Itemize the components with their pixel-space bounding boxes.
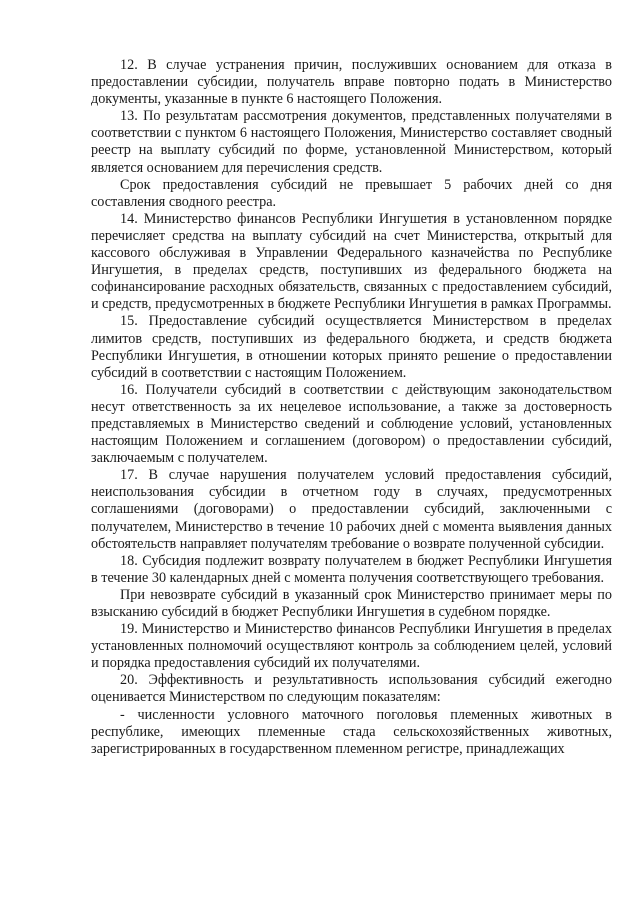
paragraph-13-deadline: Срок предоставления субсидий не превышает 5 рабочих дней со дня составления сводного реестра. <box>91 176 612 210</box>
paragraph-20: 20. Эффективность и результативность использования субсидий ежегодно оценивается Министерством по следующим показателям: <box>91 672 612 706</box>
paragraph-13: 13. По результатам рассмотрения документов, представленных получателями в соответствии с пунктом 6 настоящего Положения, Министерство составляет сводный реестр на выплату субсидий по форме, установленной Министерством, который является основанием для перечисления средств. <box>91 108 612 176</box>
paragraph-14: 14. Министерство финансов Республики Ингушетия в установленном порядке перечисляет средства на выплату субсидий на счет Министерства, открытый для кассового обслуживая в Управлении Федерального казначейства по Республике Ингушетия, в пределах средств, поступивших из федерального бюджета на софинансирование расходных обязательств, связанных с предоставлением субсидий, и средств, предусмотренных в бюджете Республики Ингушетия в рамках Программы. <box>91 210 612 313</box>
paragraph-18: 18. Субсидия подлежит возврату получателем в бюджет Республики Ингушетия в течение 30 календарных дней с момента получения соответствующего требования. <box>91 552 612 586</box>
document-body <box>91 57 612 758</box>
paragraph-19: 19. Министерство и Министерство финансов Республики Ингушетия в пределах установленных полномочий осуществляют контроль за соблюдением целей, условий и порядка предоставления субсидий их получателями. <box>91 621 612 672</box>
paragraph-15: 15. Предоставление субсидий осуществляется Министерством в пределах лимитов средств, поступивших из федерального бюджета, и средств бюджета Республики Ингушетия, в отношении которых принято решение о предоставлении субсидий в соответствии с настоящим Положением. <box>91 313 612 381</box>
paragraph-17: 17. В случае нарушения получателем условий предоставления субсидий, неиспользования субсидии в отчетном году в случаях, предусмотренных соглашениями (договорами) о предоставлении субсидий, заключенными с получателем, Министерство в течение 10 рабочих дней с момента выявления данных обстоятельств направляет получателям требование о возврате полученной субсидии. <box>91 467 612 552</box>
paragraph-12: 12. В случае устранения причин, послуживших основанием для отказа в предоставлении субсидии, получатель вправе повторно подать в Министерство документы, указанные в пункте 6 настоящего Положения. <box>91 57 612 108</box>
paragraph-18-nonreturn: При невозврате субсидий в указанный срок Министерство принимает меры по взысканию субсидий в бюджет Республики Ингушетия в судебном порядке. <box>91 586 612 620</box>
paragraph-16: 16. Получатели субсидий в соответствии с действующим законодательством несут ответственность за их нецелевое использование, а также за достоверность представляемых в Министерство сведений и соблюдение условий, установленных настоящим Положением и соглашением (договором) о предоставлении субсидий, заключаемым с получателем. <box>91 381 612 467</box>
indicator-list-item: - численности условного маточного поголовья племенных животных в республике, имеющих племенные стада сельскохозяйственных животных, зарегистрированных в государственном племенном регистре, принадлежащих <box>91 706 612 757</box>
